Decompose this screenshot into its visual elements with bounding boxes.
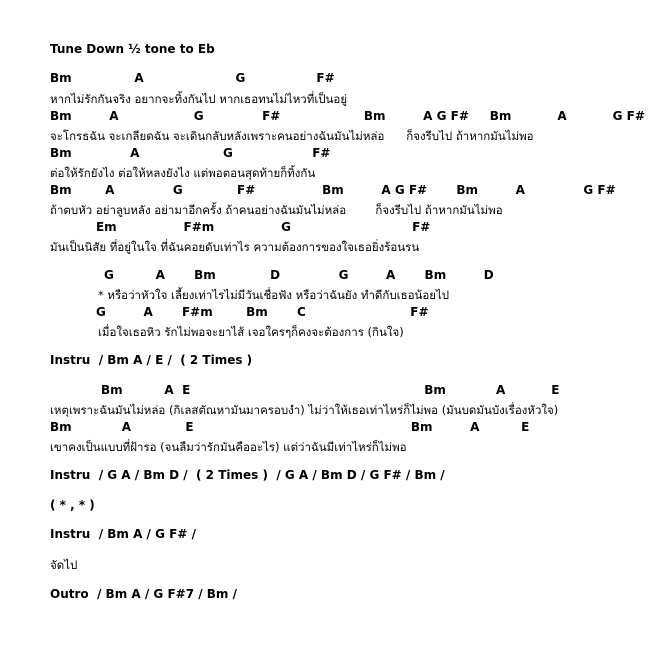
instrumental-line: Instru / Bm A / E / ( 2 Times ): [50, 353, 253, 367]
instrumental-line: Instru / Bm A / G F# /: [50, 527, 196, 541]
chord-line: G A F#m Bm C F#: [96, 305, 429, 319]
lyric-line: จะโกรธฉัน จะเกลียดฉัน จะเดินกลับหลังเพราะคนอย่างฉันมันไม่หล่อ ก็จงรีบไป ถ้าหากมันไม่พอ: [50, 129, 534, 143]
chord-line: Bm A G F#: [50, 146, 331, 160]
lyric-line: หากไม่รักกันจริง อยากจะทิ้งกันไป หากเธอทนไม่ไหวที่เป็นอยู่: [50, 92, 348, 106]
chord-line: Bm A E Bm A E: [50, 420, 530, 434]
chord-line: G A Bm D G A Bm D: [104, 268, 494, 282]
chord-line: Bm A G F# Bm A G F# Bm A G F#: [50, 109, 645, 123]
chord-line: Bm A G F# Bm A G F# Bm A G F#: [50, 183, 616, 197]
outro-line: Outro / Bm A / G F#7 / Bm /: [50, 587, 237, 601]
lyric-line: * หรือว่าหัวใจ เลี้ยงเท่าไรไม่มีวันเชื่อฟัง หรือว่าฉันยัง ทำดีกับเธอน้อยไป: [98, 288, 450, 302]
chord-line: Bm A G F#: [50, 71, 335, 85]
lyric-line: เหตุเพราะฉันมันไม่หล่อ (กิเลสตัณหามันมาครอบงำ) ไม่ว่าให้เธอเท่าไหร่ก็ไม่พอ (มันบดมันบังเรื่องหัวใจ): [50, 403, 559, 417]
ending-text: จัดไป: [50, 558, 78, 572]
lyric-line: ต่อให้รักยังไง ต่อให้หลงยังไง แต่พอตอนสุดท้ายก็ทิ้งกัน: [50, 166, 316, 180]
lyric-line: มันเป็นนิสัย ที่อยู่ในใจ ที่ฉันคอยดับเท่าไร ความต้องการของใจเธอยิ่งร้อนรน: [50, 240, 420, 254]
tuning-header: Tune Down ½ tone to Eb: [50, 42, 215, 56]
chord-line: Bm A E Bm A E: [101, 383, 560, 397]
instrumental-line: Instru / G A / Bm D / ( 2 Times ) / G A / Bm D / G F# / Bm /: [50, 468, 445, 482]
lyric-line: เมื่อใจเธอหิว รักไม่พอจะยาไส้ เจอใครๆก็คงจะต้องการ (กินใจ): [98, 325, 404, 339]
lyric-line: เขาคงเป็นแบบที่ฝ้ารอ (จนลืมว่ารักมันคืออะไร) แต่ว่าฉันมีเท่าไหร่ก็ไม่พอ: [50, 440, 407, 454]
chord-line: Em F#m G F#: [50, 220, 431, 234]
repeat-marker: ( * , * ): [50, 498, 95, 512]
lyric-line: ถ้าตบหัว อย่าลูบหลัง อย่ามาอีกครั้ง ถ้าคนอย่างฉันมันไม่หล่อ ก็จงรีบไป ถ้าหากมันไม่พอ: [50, 203, 503, 217]
